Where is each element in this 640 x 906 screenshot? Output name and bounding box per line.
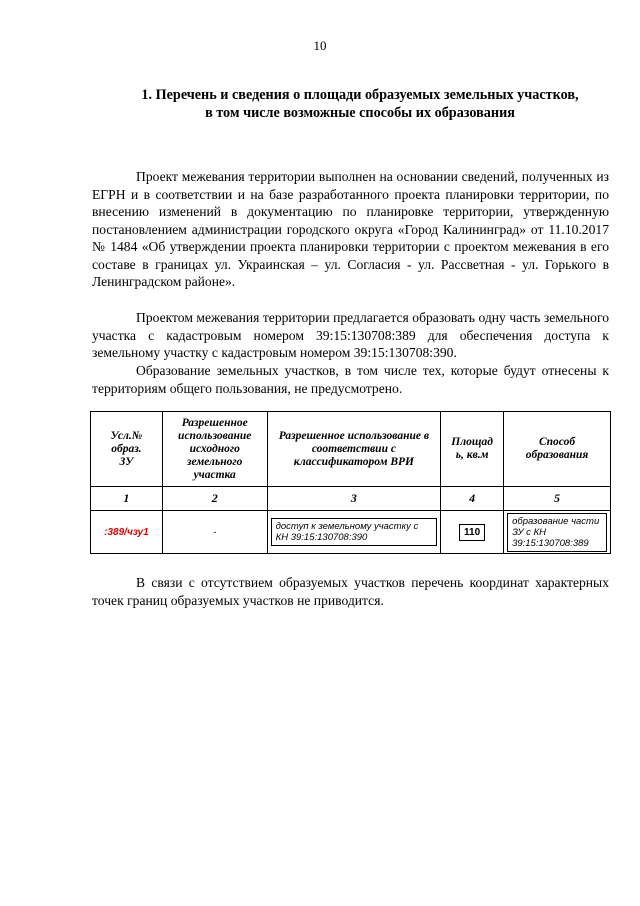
column-number: 4 — [441, 487, 504, 511]
area-value: 110 — [459, 524, 485, 541]
paragraph-coordinates-text: В связи с отсутствием образуемых участков перечень координат характерных точек границ образуемых участков не приводится. — [92, 575, 609, 608]
table-header-row — [91, 412, 611, 487]
method-value: образование части ЗУ с КН 39:15:130708:389 — [507, 513, 607, 552]
header-area: Площад ь, кв.м — [441, 412, 504, 487]
column-number: 3 — [267, 487, 441, 511]
column-number: 5 — [504, 487, 611, 511]
paragraph-basis — [92, 168, 609, 291]
header-vri-use: Разрешенное использование в соответствии с классификатором ВРИ — [267, 412, 441, 487]
heading-line-1: 1. Перечень и сведения о площади образуемых земельных участков, — [141, 87, 579, 103]
paragraph-proposal — [92, 309, 609, 362]
vri-use-cell — [267, 511, 441, 554]
paragraph-public-use-text: Образование земельных участков, в том числе тех, которые будут отнесены к территориям общего пользования, не предусмотрено. — [92, 363, 609, 396]
header-plot-number: Усл.№ образ. ЗУ — [91, 412, 163, 487]
source-use-cell: - — [162, 511, 267, 554]
page-number: 10 — [313, 38, 327, 53]
area-cell — [441, 511, 504, 554]
paragraph-proposal-text: Проектом межевания территории предлагается образовать одну часть земельного участка с кадастровым номером 39:15:130708:389 для обеспечения доступа к земельному участку с кадастровым номером 39:15:130708:390. — [92, 310, 609, 360]
heading-line-2: в том числе возможные способы их образования — [205, 105, 515, 121]
method-cell — [504, 511, 611, 554]
header-source-use: Разрешенное использование исходного земельного участка — [162, 412, 267, 487]
table-column-numbers-row — [91, 487, 611, 511]
vri-use-value: доступ к земельному участку с КН 39:15:130708:390 — [271, 518, 438, 546]
paragraph-basis-text: Проект межевания территории выполнен на основании сведений, полученных из ЕГРН и в соответствии и на базе разработанного проекта планировки территории, по внесению изменений в документацию по планировке территории, утвержденную постановлением администрации городского округа «Город Калининград» от 11.10.2017 № 1484 «Об утверждении проекта планировки территории с проектом межевания в его составе в границах ул. Украинская – ул. Согласия - ул. Рассветная - ул. Горького в Ленинградском районе». — [92, 169, 609, 289]
column-number: 1 — [91, 487, 163, 511]
section-heading — [120, 86, 600, 122]
column-number: 2 — [162, 487, 267, 511]
table-row — [91, 511, 611, 554]
header-method: Способ образования — [504, 412, 611, 487]
paragraph-coordinates — [92, 574, 609, 609]
plot-id-cell: :389/чзу1 — [91, 511, 163, 554]
land-plots-table — [90, 411, 611, 554]
paragraph-public-use — [92, 362, 609, 397]
